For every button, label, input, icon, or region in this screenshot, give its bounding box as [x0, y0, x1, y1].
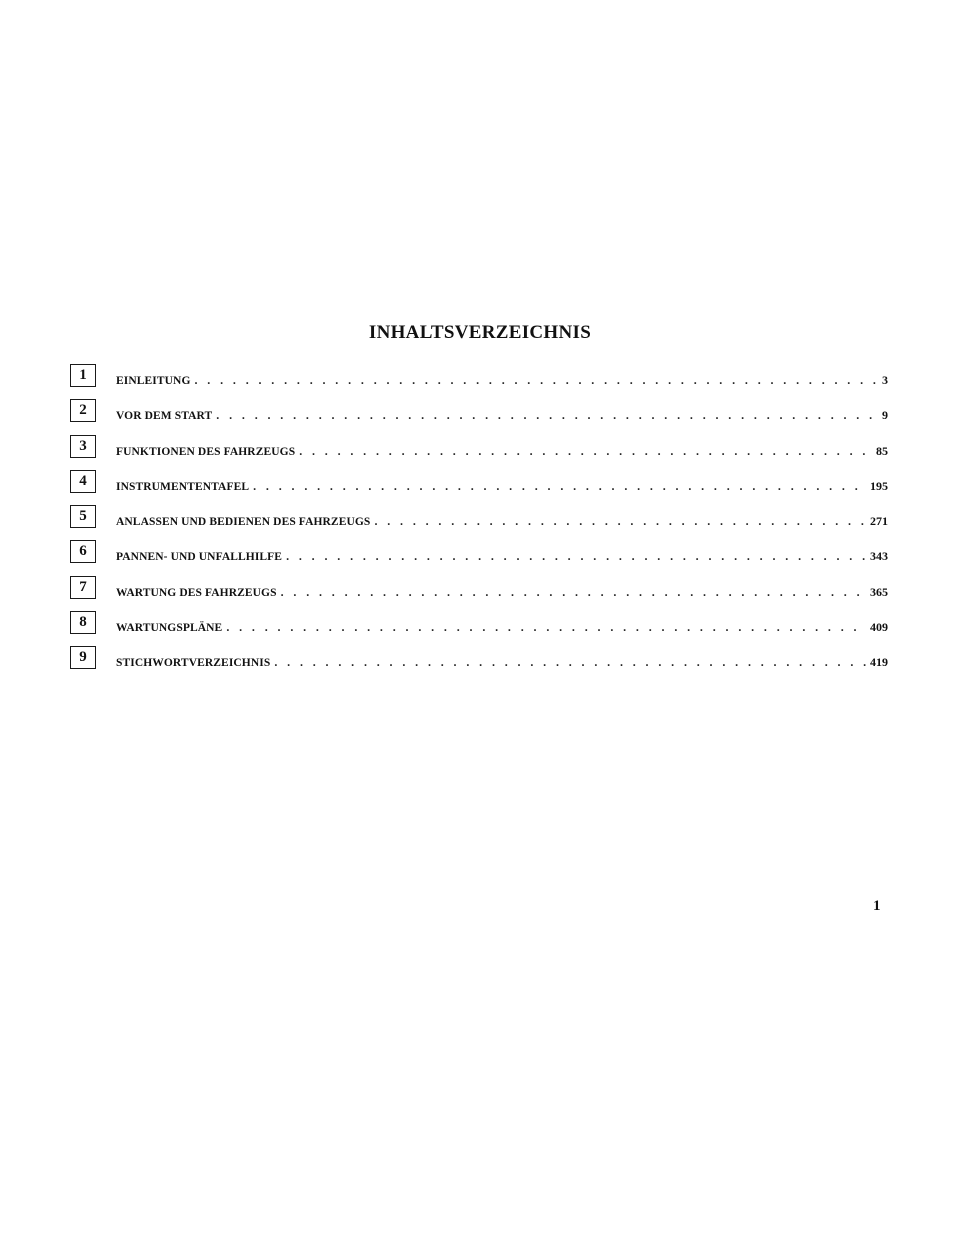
toc-entry-title[interactable]: FUNKTIONEN DES FAHRZEUGS: [116, 445, 296, 458]
toc-entry-title[interactable]: INSTRUMENTENTAFEL: [116, 480, 250, 493]
toc-entry-title[interactable]: ANLASSEN UND BEDIENEN DES FAHRZEUGS: [116, 516, 371, 529]
toc-entry-page[interactable]: 343: [870, 549, 888, 564]
section-tab-8[interactable]: 8: [70, 611, 96, 634]
dot-leader: [281, 585, 866, 600]
section-tab-7[interactable]: 7: [70, 576, 96, 599]
toc-entry-line[interactable]: [116, 408, 888, 423]
toc-entry-page[interactable]: 3: [882, 373, 888, 387]
toc-entry-page[interactable]: 195: [870, 478, 888, 493]
toc-entry-line[interactable]: [116, 655, 888, 670]
toc-entry-line[interactable]: [116, 514, 888, 529]
toc-entry-page[interactable]: 271: [870, 514, 888, 529]
toc-entry-line[interactable]: [116, 585, 888, 600]
toc-entry-line[interactable]: [116, 373, 888, 388]
toc-entry-6[interactable]: [70, 540, 888, 575]
toc-entry-7[interactable]: [70, 576, 888, 611]
dot-leader: [286, 549, 866, 564]
toc-entry-page[interactable]: 365: [870, 584, 888, 599]
toc-entry-page[interactable]: 85: [876, 443, 888, 458]
dot-leader: [226, 620, 866, 635]
toc-entry-3[interactable]: [70, 435, 888, 470]
toc-entry-title[interactable]: WARTUNG DES FAHRZEUGS: [116, 586, 277, 599]
toc-entry-title[interactable]: PANNEN- UND UNFALLHILFE: [116, 551, 283, 564]
toc-entry-page[interactable]: 9: [882, 408, 888, 423]
dot-leader: [216, 408, 878, 423]
toc-entry-title[interactable]: VOR DEM START: [116, 410, 213, 423]
section-tab-3[interactable]: 3: [70, 435, 96, 458]
toc-list: [70, 364, 888, 682]
toc-entry-8[interactable]: [70, 611, 888, 646]
section-tab-1[interactable]: 1: [70, 364, 96, 387]
section-tab-9[interactable]: 9: [70, 646, 96, 669]
section-tab-6[interactable]: 6: [70, 540, 96, 563]
toc-entry-2[interactable]: [70, 399, 888, 434]
toc-entry-page[interactable]: 419: [870, 655, 888, 670]
toc-entry-line[interactable]: [116, 479, 888, 494]
toc-entry-title[interactable]: STICHWORTVERZEICHNIS: [116, 657, 271, 670]
dot-leader: [274, 655, 866, 670]
toc-entry-4[interactable]: [70, 470, 888, 505]
section-tab-5[interactable]: 5: [70, 505, 96, 528]
page-title: INHALTSVERZEICHNIS: [368, 322, 592, 343]
toc-entry-5[interactable]: [70, 505, 888, 540]
toc-entry-title[interactable]: WARTUNGSPLÄNE: [116, 622, 223, 635]
toc-entry-1[interactable]: [70, 364, 888, 399]
dot-leader: [374, 514, 866, 529]
toc-entry-line[interactable]: [116, 444, 888, 459]
section-tab-4[interactable]: 4: [70, 470, 96, 493]
toc-entry-9[interactable]: [70, 646, 888, 681]
dot-leader: [195, 373, 879, 388]
toc-entry-line[interactable]: [116, 620, 888, 635]
toc-entry-title[interactable]: EINLEITUNG: [116, 375, 191, 387]
dot-leader: [299, 444, 872, 459]
page-number: 1: [873, 898, 881, 914]
dot-leader: [253, 479, 866, 494]
toc-entry-page[interactable]: 409: [870, 620, 888, 635]
section-tab-2[interactable]: 2: [70, 399, 96, 422]
toc-entry-line[interactable]: [116, 549, 888, 564]
